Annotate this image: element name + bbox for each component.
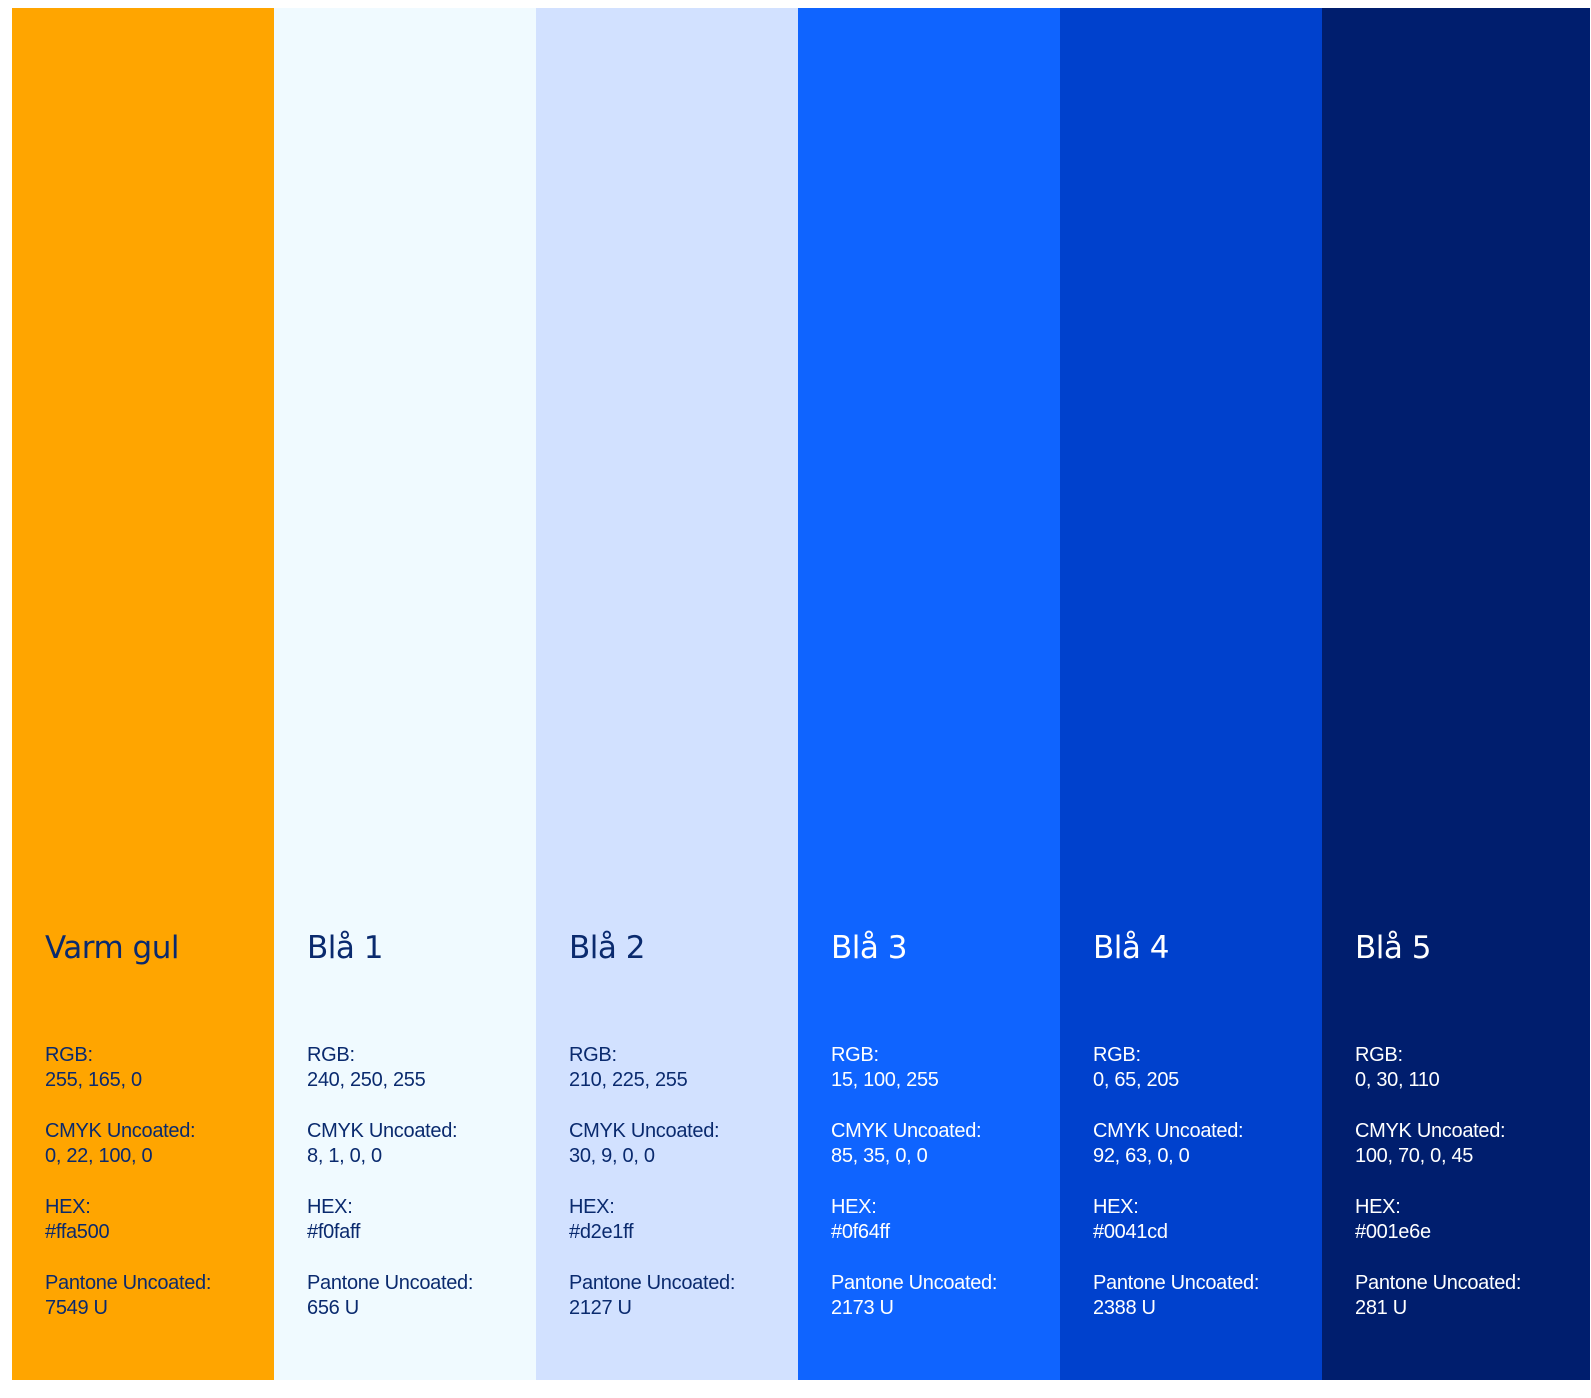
spec-label: HEX:: [569, 1196, 615, 1218]
hex-value: #0041cd: [1093, 1221, 1168, 1243]
spec-label: RGB:: [1093, 1044, 1141, 1066]
swatch-bla-5: [1322, 8, 1590, 1380]
spec-hex: [45, 1195, 211, 1245]
spec-cmyk: [307, 1119, 473, 1169]
spec-label: Pantone Uncoated:: [831, 1272, 998, 1294]
cmyk-value: 30, 9, 0, 0: [569, 1145, 655, 1167]
spec-label: HEX:: [45, 1196, 91, 1218]
cmyk-value: 100, 70, 0, 45: [1355, 1145, 1474, 1167]
spec-rgb: [569, 1043, 735, 1093]
spec-cmyk: [569, 1119, 735, 1169]
spec-label: Pantone Uncoated:: [569, 1272, 736, 1294]
swatch-bla-3: [798, 8, 1060, 1380]
pantone-value: 2388 U: [1093, 1297, 1156, 1319]
spec-hex: [307, 1195, 473, 1245]
hex-value: #ffa500: [45, 1221, 110, 1243]
spec-rgb: [307, 1043, 473, 1093]
swatch-name: Blå 1: [307, 930, 383, 966]
spec-label: HEX:: [1093, 1196, 1139, 1218]
rgb-value: 255, 165, 0: [45, 1069, 142, 1091]
swatch-name: Blå 2: [569, 930, 645, 966]
spec-hex: [831, 1195, 997, 1245]
spec-label: RGB:: [831, 1044, 879, 1066]
spec-label: Pantone Uncoated:: [1093, 1272, 1260, 1294]
swatch-bla-2: [536, 8, 798, 1380]
spec-pantone: [307, 1271, 473, 1321]
hex-value: #0f64ff: [831, 1221, 890, 1243]
swatch-bla-1: [274, 8, 536, 1380]
spec-pantone: [1093, 1271, 1259, 1321]
spec-label: HEX:: [831, 1196, 877, 1218]
spec-cmyk: [45, 1119, 211, 1169]
spec-label: RGB:: [569, 1044, 617, 1066]
swatch-specs: [569, 1043, 735, 1347]
spec-label: CMYK Uncoated:: [1355, 1120, 1506, 1142]
color-palette: [12, 8, 1591, 1380]
spec-pantone: [1355, 1271, 1521, 1321]
spec-hex: [1093, 1195, 1259, 1245]
rgb-value: 240, 250, 255: [307, 1069, 426, 1091]
cmyk-value: 85, 35, 0, 0: [831, 1145, 928, 1167]
swatch-specs: [307, 1043, 473, 1347]
spec-label: CMYK Uncoated:: [307, 1120, 458, 1142]
rgb-value: 0, 65, 205: [1093, 1069, 1179, 1091]
spec-label: RGB:: [307, 1044, 355, 1066]
swatch-specs: [1093, 1043, 1259, 1347]
hex-value: #001e6e: [1355, 1221, 1431, 1243]
spec-label: CMYK Uncoated:: [1093, 1120, 1244, 1142]
spec-label: Pantone Uncoated:: [45, 1272, 212, 1294]
spec-label: HEX:: [1355, 1196, 1401, 1218]
hex-value: #d2e1ff: [569, 1221, 634, 1243]
spec-cmyk: [1355, 1119, 1521, 1169]
swatch-varm-gul: [12, 8, 274, 1380]
pantone-value: 7549 U: [45, 1297, 108, 1319]
spec-label: Pantone Uncoated:: [1355, 1272, 1522, 1294]
spec-cmyk: [1093, 1119, 1259, 1169]
spec-label: CMYK Uncoated:: [569, 1120, 720, 1142]
spec-rgb: [1355, 1043, 1521, 1093]
spec-rgb: [45, 1043, 211, 1093]
swatch-specs: [1355, 1043, 1521, 1347]
spec-label: Pantone Uncoated:: [307, 1272, 474, 1294]
swatch-specs: [45, 1043, 211, 1347]
swatch-name: Blå 3: [831, 930, 907, 966]
spec-cmyk: [831, 1119, 997, 1169]
hex-value: #f0faff: [307, 1221, 361, 1243]
spec-label: HEX:: [307, 1196, 353, 1218]
spec-pantone: [45, 1271, 211, 1321]
spec-label: RGB:: [45, 1044, 93, 1066]
spec-rgb: [1093, 1043, 1259, 1093]
rgb-value: 15, 100, 255: [831, 1069, 939, 1091]
swatch-name: Blå 5: [1355, 930, 1431, 966]
spec-label: RGB:: [1355, 1044, 1403, 1066]
swatch-bla-4: [1060, 8, 1322, 1380]
spec-label: CMYK Uncoated:: [45, 1120, 196, 1142]
rgb-value: 0, 30, 110: [1355, 1069, 1440, 1091]
pantone-value: 2127 U: [569, 1297, 632, 1319]
spec-rgb: [831, 1043, 997, 1093]
swatch-specs: [831, 1043, 997, 1347]
spec-pantone: [831, 1271, 997, 1321]
spec-label: CMYK Uncoated:: [831, 1120, 982, 1142]
spec-pantone: [569, 1271, 735, 1321]
pantone-value: 2173 U: [831, 1297, 894, 1319]
spec-hex: [569, 1195, 735, 1245]
swatch-name: Varm gul: [45, 930, 179, 966]
pantone-value: 281 U: [1355, 1297, 1407, 1319]
cmyk-value: 0, 22, 100, 0: [45, 1145, 153, 1167]
rgb-value: 210, 225, 255: [569, 1069, 688, 1091]
swatch-name: Blå 4: [1093, 930, 1169, 966]
cmyk-value: 8, 1, 0, 0: [307, 1145, 382, 1167]
cmyk-value: 92, 63, 0, 0: [1093, 1145, 1190, 1167]
spec-hex: [1355, 1195, 1521, 1245]
pantone-value: 656 U: [307, 1297, 359, 1319]
